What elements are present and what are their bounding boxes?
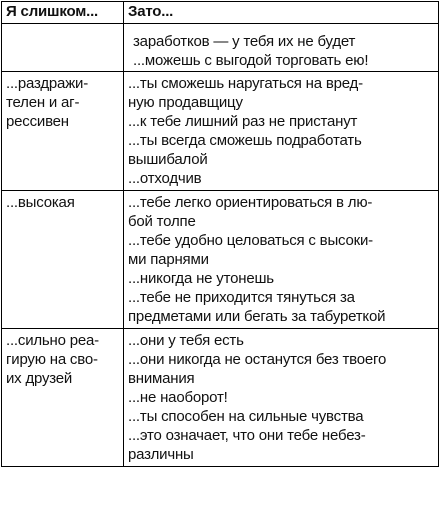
row-trait-cell: [2, 24, 124, 72]
benefit-line: ми парнями: [128, 251, 209, 268]
benefit-line: бой толпе: [128, 213, 196, 230]
header-but: Зато...: [124, 2, 439, 24]
benefit-line: ...можешь с выгодой торговать ею!: [133, 52, 369, 69]
trait-line: телен и аг-: [6, 94, 80, 111]
benefit-line: ...они у тебя есть: [128, 332, 244, 349]
benefit-line: ...никогда не утонешь: [128, 270, 274, 287]
benefit-line: заработков — у тебя их не будет: [133, 33, 356, 50]
trait-line: гирую на сво-: [6, 351, 98, 368]
benefit-line: ...не наоборот!: [128, 389, 228, 406]
benefit-line: ...тебе не приходится тянуться за: [128, 289, 355, 306]
row-benefit-cell: [124, 24, 439, 72]
trait-line: ...сильно реа-: [6, 332, 99, 349]
trait-line: ...раздражи-: [6, 75, 89, 92]
row-benefit-cell: [124, 191, 439, 329]
benefit-line: ...тебе удобно целоваться с высоки-: [128, 232, 373, 249]
row-benefit-cell: [124, 72, 439, 191]
benefit-line: вышибалой: [128, 151, 208, 168]
table-row: [2, 72, 439, 191]
benefit-line: внимания: [128, 370, 195, 387]
row-trait-cell: [2, 72, 124, 191]
benefit-line: ...это означает, что они тебе небез-: [128, 427, 366, 444]
benefit-line: ную продавщицу: [128, 94, 243, 111]
benefit-line: ...ты сможешь наругаться на вред-: [128, 75, 363, 92]
comparison-table: [1, 1, 439, 467]
table-row: [2, 24, 439, 72]
table-row: [2, 329, 439, 467]
table-row: [2, 191, 439, 329]
benefit-line: ...отходчив: [128, 170, 202, 187]
benefit-line: ...ты способен на сильные чувства: [128, 408, 364, 425]
benefit-line: ...тебе легко ориентироваться в лю-: [128, 194, 373, 211]
benefit-line: ...они никогда не останутся без твоего: [128, 351, 387, 368]
benefit-line: различны: [128, 446, 194, 463]
trait-line: ...высокая: [6, 194, 75, 211]
trait-line: их друзей: [6, 370, 73, 387]
benefit-line: ...к тебе лишний раз не пристанут: [128, 113, 358, 130]
benefit-line: ...ты всегда сможешь подработать: [128, 132, 362, 149]
benefit-line: предметами или бегать за табуреткой: [128, 308, 386, 325]
header-too-much: Я слишком...: [2, 2, 124, 24]
row-benefit-cell: [124, 329, 439, 467]
header-row: [2, 2, 439, 24]
row-trait-cell: [2, 329, 124, 467]
row-trait-cell: [2, 191, 124, 329]
trait-line: рессивен: [6, 113, 69, 130]
